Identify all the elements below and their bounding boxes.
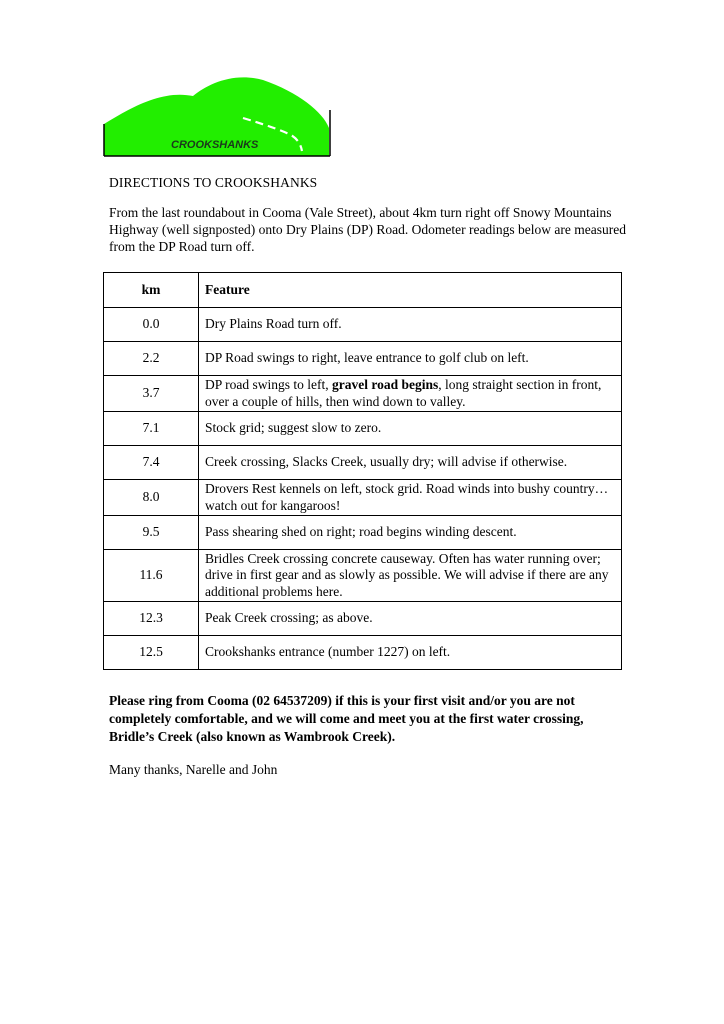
feature-text: Drovers Rest kennels on left, stock grid. Road winds into bushy country… watch out for kangaroos! [205, 481, 609, 513]
feature-text: Creek crossing, Slacks Creek, usually dry; will advise if otherwise. [205, 454, 568, 470]
table-row [104, 636, 622, 670]
feature-cell [199, 636, 622, 670]
logo-text: CROOKSHANKS [171, 139, 259, 151]
hill-logo-graphic [103, 72, 331, 158]
km-cell: 7.4 [104, 446, 199, 480]
page-title: DIRECTIONS TO CROOKSHANKS [109, 175, 318, 190]
feature-cell [199, 446, 622, 480]
feature-cell [199, 516, 622, 550]
table-row [104, 342, 622, 376]
feature-text: Stock grid; suggest slow to zero. [205, 420, 382, 436]
km-cell: 9.5 [104, 516, 199, 550]
feature-text: Peak Creek crossing; as above. [205, 610, 373, 626]
table-row [104, 412, 622, 446]
km-column-header: km [104, 273, 199, 308]
table-row [104, 516, 622, 550]
feature-text: Bridles Creek crossing concrete causeway. Often has water running over; drive in first gear and as slowly as possible. We will advise if there are any additional problems here. [205, 550, 609, 599]
crookshanks-logo [103, 72, 331, 158]
feature-emphasis: gravel road begins [332, 377, 439, 392]
km-cell: 0.0 [104, 308, 199, 342]
feature-text: Dry Plains Road turn off. [205, 316, 342, 332]
feature-cell [199, 342, 622, 376]
table-row [104, 550, 622, 602]
table-header-row [104, 273, 622, 308]
km-cell: 2.2 [104, 342, 199, 376]
feature-text: Crookshanks entrance (number 1227) on left. [205, 644, 451, 660]
km-cell: 12.3 [104, 602, 199, 636]
table-row [104, 376, 622, 412]
feature-text: Pass shearing shed on right; road begins winding descent. [205, 524, 517, 540]
feature-cell [199, 550, 622, 602]
table-row [104, 308, 622, 342]
feature-cell [199, 412, 622, 446]
km-cell: 7.1 [104, 412, 199, 446]
signoff: Many thanks, Narelle and John [109, 762, 278, 777]
km-cell: 8.0 [104, 480, 199, 516]
km-cell: 11.6 [104, 550, 199, 602]
table-row [104, 480, 622, 516]
table-body [104, 308, 622, 670]
feature-text: DP road swings to left, [205, 377, 332, 392]
feature-text: , long straight section in front, over a couple of hills, then wind down to valley. [205, 377, 602, 409]
table-row [104, 446, 622, 480]
feature-column-header: Feature [199, 273, 622, 308]
intro-paragraph: From the last roundabout in Cooma (Vale Street), about 4km turn right off Snowy Mountains Highway (well signposted) onto Dry Plains (DP) Road. Odometer readings below are measured from the DP Road turn off. [109, 205, 627, 254]
directions-table [103, 272, 622, 670]
feature-cell [199, 308, 622, 342]
km-cell: 3.7 [104, 376, 199, 412]
km-cell: 12.5 [104, 636, 199, 670]
feature-text: DP Road swings to right, leave entrance to golf club on left. [205, 350, 529, 366]
contact-note: Please ring from Cooma (02 64537209) if this is your first visit and/or you are not completely comfortable, and we will come and meet you at the first water crossing, Bridle’s Creek (also known as Wambrook Creek). [109, 693, 584, 744]
feature-cell [199, 480, 622, 516]
feature-cell [199, 602, 622, 636]
table-row [104, 602, 622, 636]
feature-cell [199, 376, 622, 412]
